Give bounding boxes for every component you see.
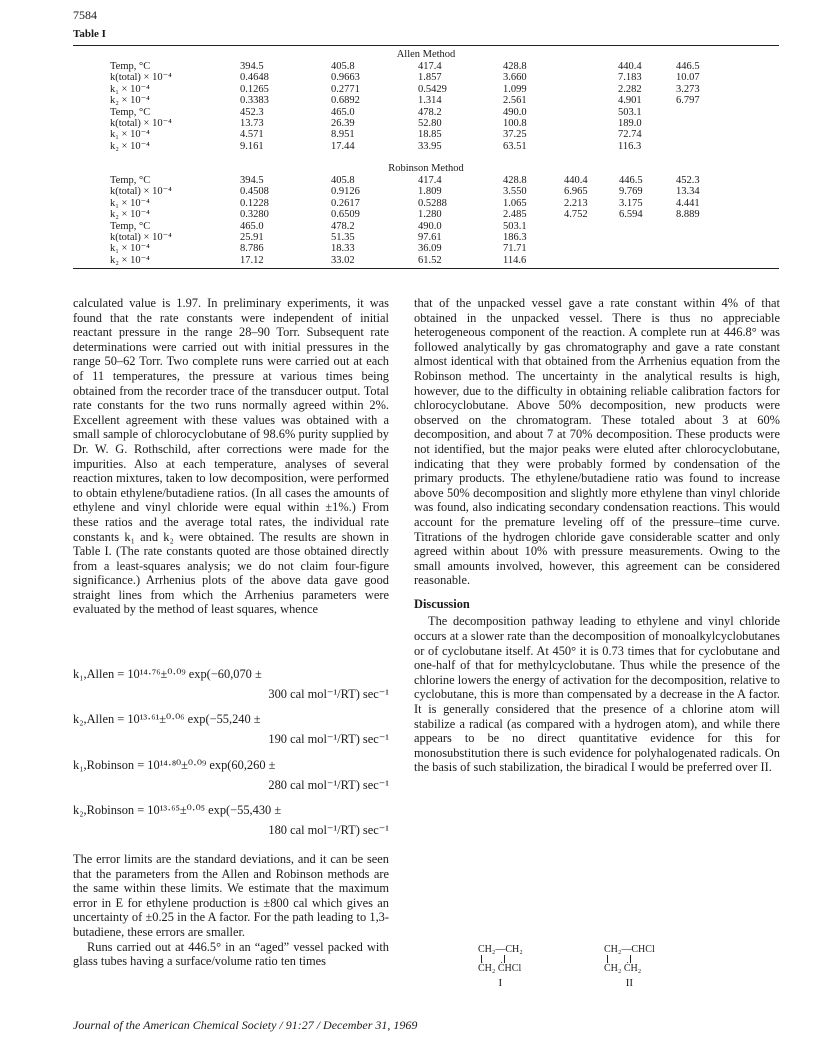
table-cell: 8.951 [331,129,355,141]
table-cell: 1.280 [418,209,442,221]
table-cell: 18.85 [418,129,442,141]
table-cell: 0.3280 [240,209,269,221]
table-cell: 61.52 [418,254,442,266]
table-row [73,221,779,232]
table-row [73,198,779,209]
row-label: Temp, °C [110,220,151,232]
table-label: Table I [73,28,106,40]
table-cell: 9.769 [619,186,643,198]
table-cell: 405.8 [331,61,355,72]
equation-line: k₁,Robinson = 10¹⁴·⁸⁰±⁰·⁰⁹ exp(60,260 ± [73,758,276,772]
table-cell: 6.594 [619,209,643,221]
table-cell: 478.2 [331,220,355,232]
table-cell: 13.73 [240,118,264,129]
table-cell: 8.889 [676,209,700,221]
table-row [73,255,779,266]
table-row [73,61,779,72]
table-cell: 0.3383 [240,95,269,107]
table-cell: 97.61 [418,232,442,243]
table-cell: 428.8 [503,175,527,186]
table-cell: 0.9126 [331,186,360,198]
right-paragraph-1: that of the unpacked vessel gave a rate constant within 4% of that obtained in the unpacked vessel. There is thus no appreciable heterogeneous component of the reaction. A complete run at 446.8° was followed analytically by gas chromatography and gave a rate constant almost identical with that obtained from the Arrhenius equation from the Robinson method. The uncertainty in the analytical results is high, however, due to the difficulty in obtaining reliable calibration factors for chlorocyclobutane. Above 50% decomposition, new products were observed on the chromatogram. These totaled about 3 at 60% decomposition, and about 7 at 70% decomposition. These products were not identified, but the major peaks were eluted after chlorocyclobutane, indicating that they were probably formed by condensation of the primary products. The ethylene/butadiene ratio was found to increase above 50% decomposition and slightly more ethylene than vinyl chloride was found, also indicating secondary condensation reactions. This would account for the premature leveling off of the pressure–time curve. Titrations of the hydrogen chloride gave considerable scatter and only agreed within about 10% with pressure measurements. Owing to the small amounts involved, however, this agreement can be considered reasonable. [414,296,780,588]
table-cell: 72.74 [618,129,642,141]
table-cell: 1.099 [503,83,527,95]
table-cell: 26.39 [331,118,355,129]
table-cell: 3.273 [676,83,700,95]
row-label: Temp, °C [110,106,151,118]
structure-bonds [604,955,655,963]
table-cell: 0.2617 [331,197,360,209]
row-label: k₁ × 10⁻⁴ [110,83,150,95]
table-cell: 503.1 [503,220,527,232]
table-cell: 6.965 [564,186,588,198]
table-cell: 446.5 [676,61,700,72]
table-cell: 0.4648 [240,72,269,84]
table-cell: 52.80 [418,118,442,129]
table-row [73,232,779,243]
right-column-text [414,296,780,775]
table-cell: 394.5 [240,175,264,186]
table-cell: 2.282 [618,83,642,95]
table-cell: 33.95 [418,140,442,152]
left-paragraph-3: Runs carried out at 446.5° in an “aged” vessel packed with glass tubes having a surface/volume ratio ten times [73,939,389,969]
table-cell: 490.0 [418,220,442,232]
table-cell: 0.1265 [240,83,269,95]
table-cell: 1.809 [418,186,442,198]
row-label: k₂ × 10⁻⁴ [110,95,150,107]
table-cell: 114.6 [503,254,527,266]
table-cell: 71.71 [503,243,527,255]
structure-bottom: ĊH₂ ĊHCl [478,963,522,974]
left-paragraph-1: calculated value is 1.97. In preliminary experiments, it was found that the rate constants were independent of initial reactant pressure in the range 28–90 Torr. Subsequent rate determinations were carried out with initial pressures in the range 50–62 Torr. Two complete runs were carried out at each of 11 temperatures, the pressure at various times being obtained from the recorder trace of the transducer output. Total rate constants for the two runs normally agreed within 2%. Excellent agreement with these values was obtained with a small sample of chlorocyclobutane of 98.6% purity supplied by Dr. W. G. Rothschild, after corrections were made for the impurities. Also at each temperature, analyses of several reaction mixtures, taken to low decomposition, were performed to obtain ethylene/butadiene ratios. (In all cases the amounts of ethylene and vinyl chloride were equal within ±1%.) From these ratios and the average total rates, the individual rate constants k₁ and k₂ were obtained. The results are shown in Table I. (The rate constants quoted are those obtained directly from a least-squares analysis; we do not claim four-figure significance.) Arrhenius plots of the above data gave good straight lines from which the Arrhenius parameters were evaluated by the method of least squares, whence [73,296,389,617]
left-column-text-2 [73,852,389,969]
table-cell: 0.1228 [240,197,269,209]
table-cell: 33.02 [331,254,355,266]
table-cell: 440.4 [564,175,588,186]
table-row [73,186,779,197]
row-label: k₁ × 10⁻⁴ [110,197,150,209]
row-label: k₂ × 10⁻⁴ [110,140,150,152]
table-cell: 6.797 [676,95,700,107]
right-paragraph-2: The decomposition pathway leading to ethylene and vinyl chloride occurs at a slower rate than the decomposition of monoalkylcyclobutanes or of cyclobutane itself. At 450° it is 0.73 times that for cyclobutane and one-half of that for methylcyclobutane. Thus while the presence of the chlorine lowers the energy of activation for the decomposition, relative to cyclobutane, this is more than compensated by a decrease in the A factor. It is generally considered that the presence of a chlorine atom will stabilize a radical (as compared with a hydrogen atom), and while there appears to be no direct quantitative evidence for this for monosubstitution there is such evidence for polyhalogenated radicals. On the basis of such stabilization, the biradical I would be preferred over II. [414,614,780,775]
table-cell: 1.065 [503,197,527,209]
table-cell: 7.183 [618,72,642,84]
table-cell: 440.4 [618,61,642,72]
table-cell: 417.4 [418,175,442,186]
table-cell: 417.4 [418,61,442,72]
allen-title: Allen Method [396,49,456,60]
table-cell: 4.441 [676,197,700,209]
table-row [73,209,779,220]
table-cell: 3.550 [503,186,527,198]
table-cell: 405.8 [331,175,355,186]
equation-line: 180 cal mol⁻¹/RT) sec⁻¹ [268,823,389,837]
table-cell: 63.51 [503,140,527,152]
row-label: k(total) × 10⁻⁴ [110,186,172,198]
table-cell: 186.3 [503,232,527,243]
row-label: k₂ × 10⁻⁴ [110,209,150,221]
table-cell: 10.07 [676,72,700,84]
discussion-heading: Discussion [414,596,470,611]
table-cell: 2.561 [503,95,527,107]
table-row [73,95,779,106]
structure-bonds [478,955,523,963]
table-cell: 465.0 [331,106,355,118]
table-cell: 0.4508 [240,186,269,198]
table-cell: 478.2 [418,106,442,118]
table-row [73,141,779,152]
row-label: k(total) × 10⁻⁴ [110,232,172,243]
equation-line: 300 cal mol⁻¹/RT) sec⁻¹ [268,687,389,701]
table-cell: 2.485 [503,209,527,221]
table-cell: 452.3 [240,106,264,118]
table-cell: 100.8 [503,118,527,129]
table-top-rule [73,45,779,46]
biradical-structure-I [478,944,523,989]
table-row [73,129,779,140]
table-cell: 490.0 [503,106,527,118]
table-row [73,243,779,254]
table-cell: 3.175 [619,197,643,209]
equation-line: k₂,Allen = 10¹³·⁶¹±⁰·⁰⁶ exp(−55,240 ± [73,712,261,726]
table-cell: 4.752 [564,209,588,221]
table-row [73,107,779,118]
table-cell: 18.33 [331,243,355,255]
equation-line: 280 cal mol⁻¹/RT) sec⁻¹ [268,778,389,792]
table-cell: 3.660 [503,72,527,84]
row-label: k₁ × 10⁻⁴ [110,129,150,141]
table-cell: 37.25 [503,129,527,141]
biradical-structure-II [604,944,655,989]
equation-line: k₂,Robinson = 10¹³·⁶⁵±⁰·⁰⁵ exp(−55,430 ± [73,803,282,817]
table-cell: 0.5288 [418,197,447,209]
table-row [73,84,779,95]
table-cell: 428.8 [503,61,527,72]
row-label: Temp, °C [110,175,151,186]
table-cell: 452.3 [676,175,700,186]
table-cell: 9.161 [240,140,264,152]
table-row [73,175,779,186]
left-paragraph-2: The error limits are the standard deviations, and it can be seen that the parameters from the Allen and Robinson methods are the same within these limits. We estimate that the maximum error in E for ethylene production is ±800 cal which gives an uncertainty of ±0.25 in the A factor. For the path leading to 1,3-butadiene, these errors are smaller. [73,852,389,939]
table-cell: 0.6892 [331,95,360,107]
structure-label: I [498,977,503,989]
table-row [73,118,779,129]
table-cell: 189.0 [618,118,642,129]
page-number: 7584 [73,8,97,22]
table-cell: 1.314 [418,95,442,107]
structure-bottom: ĊH₂ ĊH₂ [604,963,642,974]
table-row [73,72,779,83]
table-cell: 36.09 [418,243,442,255]
row-label: k(total) × 10⁻⁴ [110,72,172,84]
equation-line: k₁,Allen = 10¹⁴·⁷⁶±⁰·⁰⁹ exp(−60,070 ± [73,667,262,681]
table-cell: 51.35 [331,232,355,243]
table-cell: 503.1 [618,106,642,118]
table-cell: 1.857 [418,72,442,84]
table-cell: 394.5 [240,61,264,72]
table-cell: 0.9663 [331,72,360,84]
table-cell: 4.571 [240,129,264,141]
table-cell: 446.5 [619,175,643,186]
equation-line: 190 cal mol⁻¹/RT) sec⁻¹ [268,732,389,746]
journal-footer: Journal of the American Chemical Society / 91:27 / December 31, 1969 [73,1018,418,1032]
table-cell: 2.213 [564,197,588,209]
row-label: k(total) × 10⁻⁴ [110,118,172,129]
structure-top: CH₂—CHCl [604,944,655,955]
robinson-title: Robinson Method [388,163,464,174]
table-cell: 465.0 [240,220,264,232]
structure-label: II [625,977,634,989]
table-cell: 116.3 [618,140,642,152]
table-cell: 0.6509 [331,209,360,221]
table-cell: 8.786 [240,243,264,255]
structure-top: CH₂—CH₂ [478,944,523,955]
table-cell: 0.2771 [331,83,360,95]
table-cell: 13.34 [676,186,700,198]
table-cell: 25.91 [240,232,264,243]
row-label: Temp, °C [110,61,151,72]
row-label: k₂ × 10⁻⁴ [110,254,150,266]
table-cell: 17.44 [331,140,355,152]
table-cell: 0.5429 [418,83,447,95]
left-column-text [73,296,389,617]
table-bottom-rule [73,268,779,269]
row-label: k₁ × 10⁻⁴ [110,243,150,255]
table-cell: 4.901 [618,95,642,107]
table-cell: 17.12 [240,254,264,266]
